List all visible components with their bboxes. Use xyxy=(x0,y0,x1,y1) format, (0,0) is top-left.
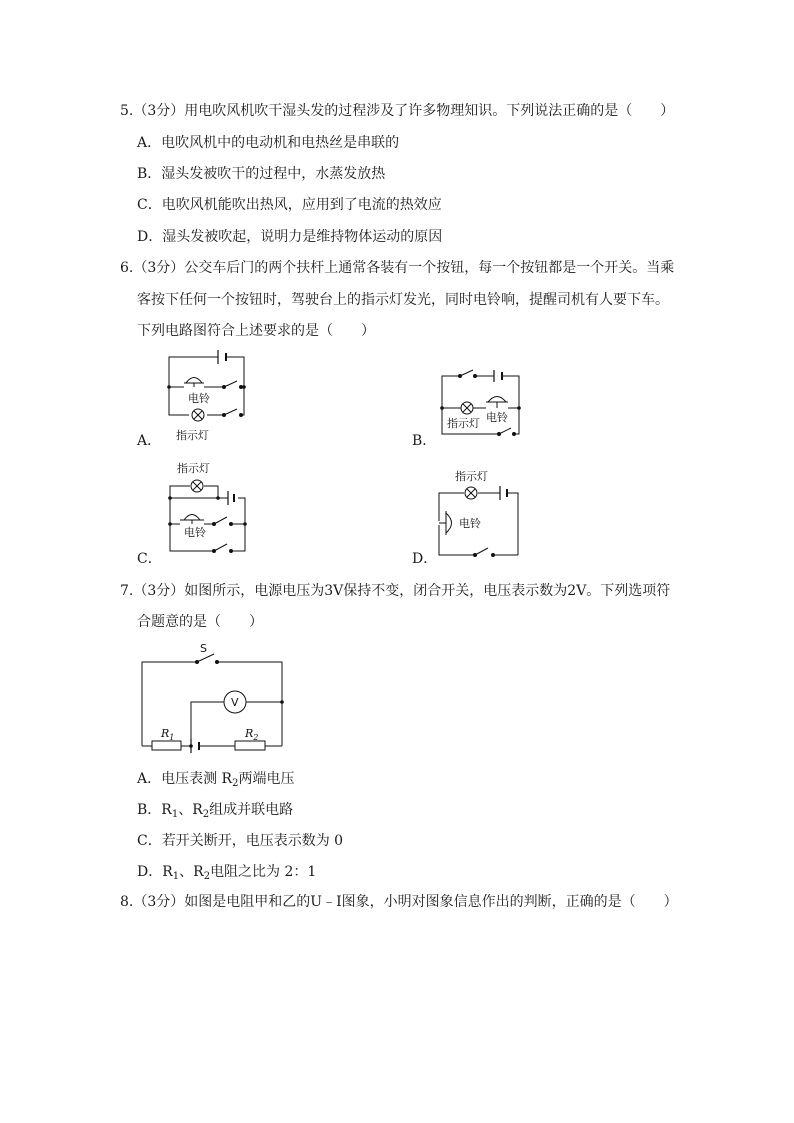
circuit-diagram-q7 xyxy=(135,640,295,755)
bell-label-b: 电铃 xyxy=(486,411,508,424)
q7-option-c: C．若开关断开，电压表示数为 0 xyxy=(137,833,344,849)
q5-option-d: D．湿头发被吹起，说明力是维持物体运动的原因 xyxy=(137,229,443,245)
q6-option-c: C． xyxy=(137,551,162,567)
lamp-label-b: 指示灯 xyxy=(447,417,480,430)
q6-stem-line-2: 客按下任何一个按钮时，驾驶台上的指示灯发光，同时电铃响，提醒司机有人要下车。 xyxy=(137,292,669,308)
lamp-label-d: 指示灯 xyxy=(455,470,488,483)
q7-option-a: A．电压表测 $R_2$两端电压 xyxy=(137,771,295,789)
q7-stem-line-2: 合题意的是（ ） xyxy=(137,614,263,630)
q5-option-a: A．电吹风机中的电动机和电热丝是串联的 xyxy=(137,135,400,151)
lamp-label-c: 指示灯 xyxy=(177,462,210,475)
q8-stem: 8.（3分）如图是电阻甲和乙的U﹣I图象，小明对图象信息作出的判断，正确的是（ ） xyxy=(120,894,678,910)
bell-label-a: 电铃 xyxy=(188,392,210,405)
bell-label-c: 电铃 xyxy=(184,526,206,539)
q5-option-b: B．湿头发被吹干的过程中，水蒸发放热 xyxy=(137,166,386,182)
circuit-diagram-d xyxy=(437,465,537,560)
q7-option-b: B．$R_1$、$R_2$组成并联电路 xyxy=(137,802,294,820)
bell-label-d: 电铃 xyxy=(459,517,481,530)
q6-stem-line-1: 6.（3分）公交车后门的两个扶杆上通常各装有一个按钮，每一个按钮都是一个开关。当乘 xyxy=(120,260,675,276)
q6-option-b: B． xyxy=(412,433,437,449)
circuit-diagram-a xyxy=(160,345,260,445)
r2-label: $R_2$ xyxy=(245,727,259,742)
circuit-diagram-b xyxy=(437,368,537,443)
r1-label: $R_1$ xyxy=(161,727,175,742)
q7-stem-line-1: 7.（3分）如图所示，电源电压为3V保持不变，闭合开关，电压表示数为2V。下列选项符 xyxy=(120,583,671,599)
voltmeter-label: V xyxy=(231,696,239,709)
switch-label: S xyxy=(200,642,207,655)
q6-option-a: A． xyxy=(137,433,162,449)
q6-stem-line-3: 下列电路图符合上述要求的是（ ） xyxy=(137,323,375,339)
lamp-label-a: 指示灯 xyxy=(176,429,209,442)
q5-stem: 5.（3分）用电吹风机吹干湿头发的过程涉及了许多物理知识。下列说法正确的是（ ） xyxy=(120,103,675,119)
q6-option-d: D． xyxy=(412,551,438,567)
circuit-diagram-c xyxy=(160,458,260,558)
q7-option-d: D．$R_1$、$R_2$电阻之比为 2：1 xyxy=(137,864,317,882)
q5-option-c: C．电吹风机能吹出热风，应用到了电流的热效应 xyxy=(137,197,442,213)
